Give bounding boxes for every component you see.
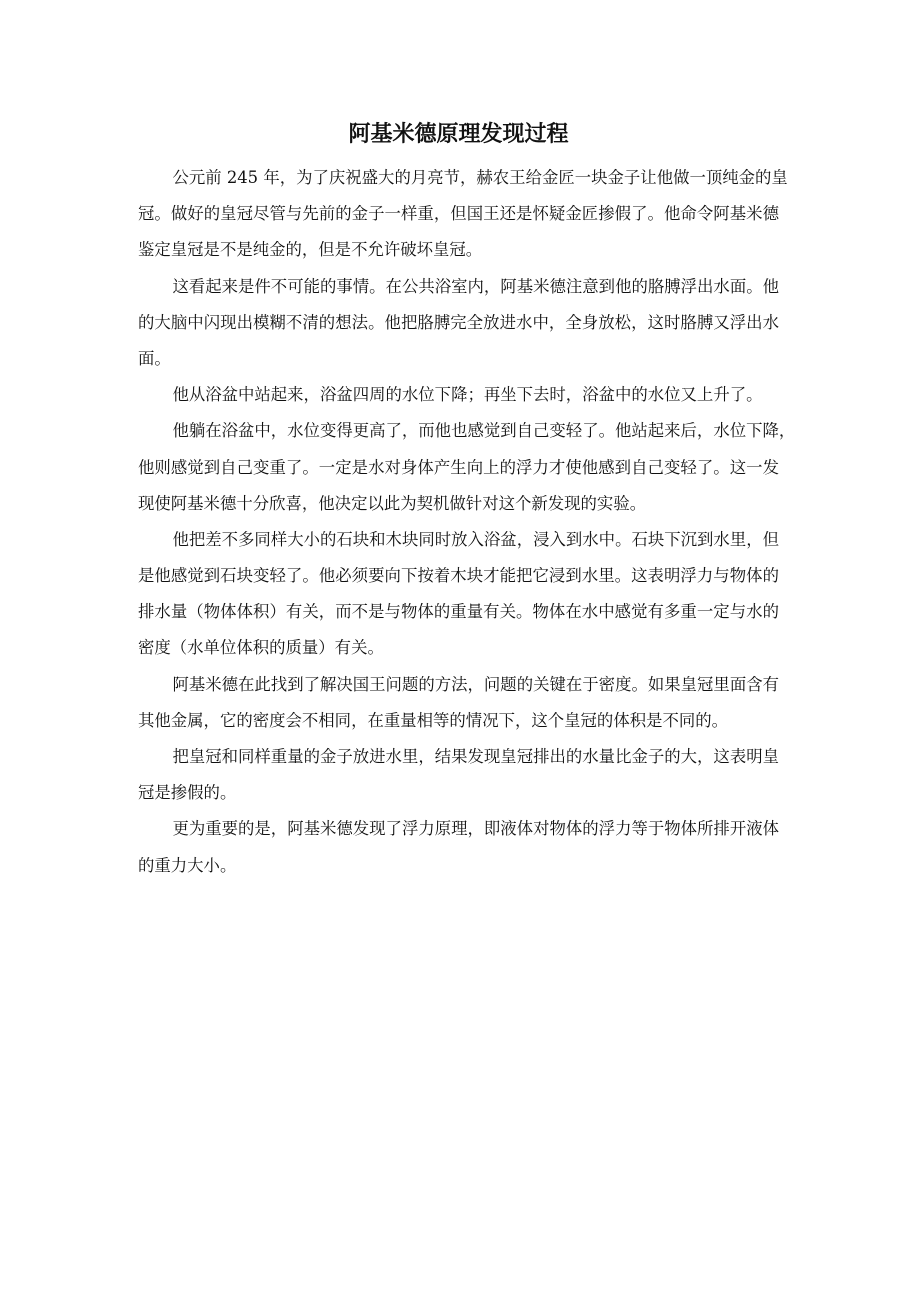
- paragraph-line: 他把差不多同样大小的石块和木块同时放入浴盆，浸入到水中。石块下沉到水里，但: [172, 529, 779, 549]
- paragraph-line: 他躺在浴盆中，水位变得更高了，而他也感觉到自己变轻了。他站起来后，水位下降，: [172, 421, 796, 441]
- paragraph-line: 的重力大小。: [138, 855, 237, 875]
- paragraph-line: 他则感觉到自己变重了。一定是水对身体产生向上的浮力才使他感到自己变轻了。这一发: [138, 457, 779, 477]
- paragraph-line: 鉴定皇冠是不是纯金的，但是不允许破坏皇冠。: [138, 240, 483, 260]
- document-body: [138, 160, 796, 884]
- paragraph-line: 是他感觉到石块变轻了。他必须要向下按着木块才能把它浸到水里。这表明浮力与物体的: [138, 566, 779, 586]
- paragraph-line: 他从浴盆中站起来，浴盆四周的水位下降；再坐下去时，浴盆中的水位又上升了。: [172, 385, 763, 405]
- paragraph-line: 公元前 245 年，为了庆祝盛大的月亮节，赫农王给金匠一块金子让他做一顶纯金的皇: [172, 168, 788, 187]
- document-page: [138, 118, 796, 884]
- paragraph-line: 的大脑中闪现出模糊不清的想法。他把胳膊完全放进水中，全身放松，这时胳膊又浮出水: [138, 312, 779, 332]
- document-title: 阿基米德原理发现过程: [348, 122, 569, 147]
- paragraph-line: 这看起来是件不可能的事情。在公共浴室内，阿基米德注意到他的胳膊浮出水面。他: [172, 276, 779, 296]
- paragraph-line: 密度（水单位体积的质量）有关。: [138, 638, 384, 658]
- paragraph: [138, 377, 779, 413]
- paragraph: [138, 160, 788, 269]
- paragraph: [138, 522, 779, 667]
- paragraph-line: 冠。做好的皇冠尽管与先前的金子一样重，但国王还是怀疑金匠掺假了。他命令阿基米德: [138, 204, 779, 224]
- paragraph: [138, 413, 796, 522]
- paragraph-line: 面。: [138, 348, 171, 368]
- paragraph: [138, 667, 779, 739]
- paragraph-line: 阿基米德在此找到了解决国王问题的方法，问题的关键在于密度。如果皇冠里面含有: [172, 674, 779, 694]
- paragraph-line: 冠是掺假的。: [138, 783, 237, 803]
- paragraph-line: 把皇冠和同样重量的金子放进水里，结果发现皇冠排出的水量比金子的大，这表明皇: [172, 747, 779, 766]
- paragraph-line: 现使阿基米德十分欣喜，他决定以此为契机做针对这个新发现的实验。: [138, 493, 647, 513]
- paragraph-line: 排水量（物体体积）有关，而不是与物体的重量有关。物体在水中感觉有多重一定与水的: [138, 602, 779, 622]
- paragraph: [138, 269, 779, 378]
- paragraph-line: 更为重要的是，阿基米德发现了浮力原理，即液体对物体的浮力等于物体所排开液体: [172, 819, 779, 839]
- paragraph: [138, 739, 779, 811]
- paragraph: [138, 811, 779, 883]
- paragraph-line: 其他金属，它的密度会不相同，在重量相等的情况下，这个皇冠的体积是不同的。: [138, 710, 729, 730]
